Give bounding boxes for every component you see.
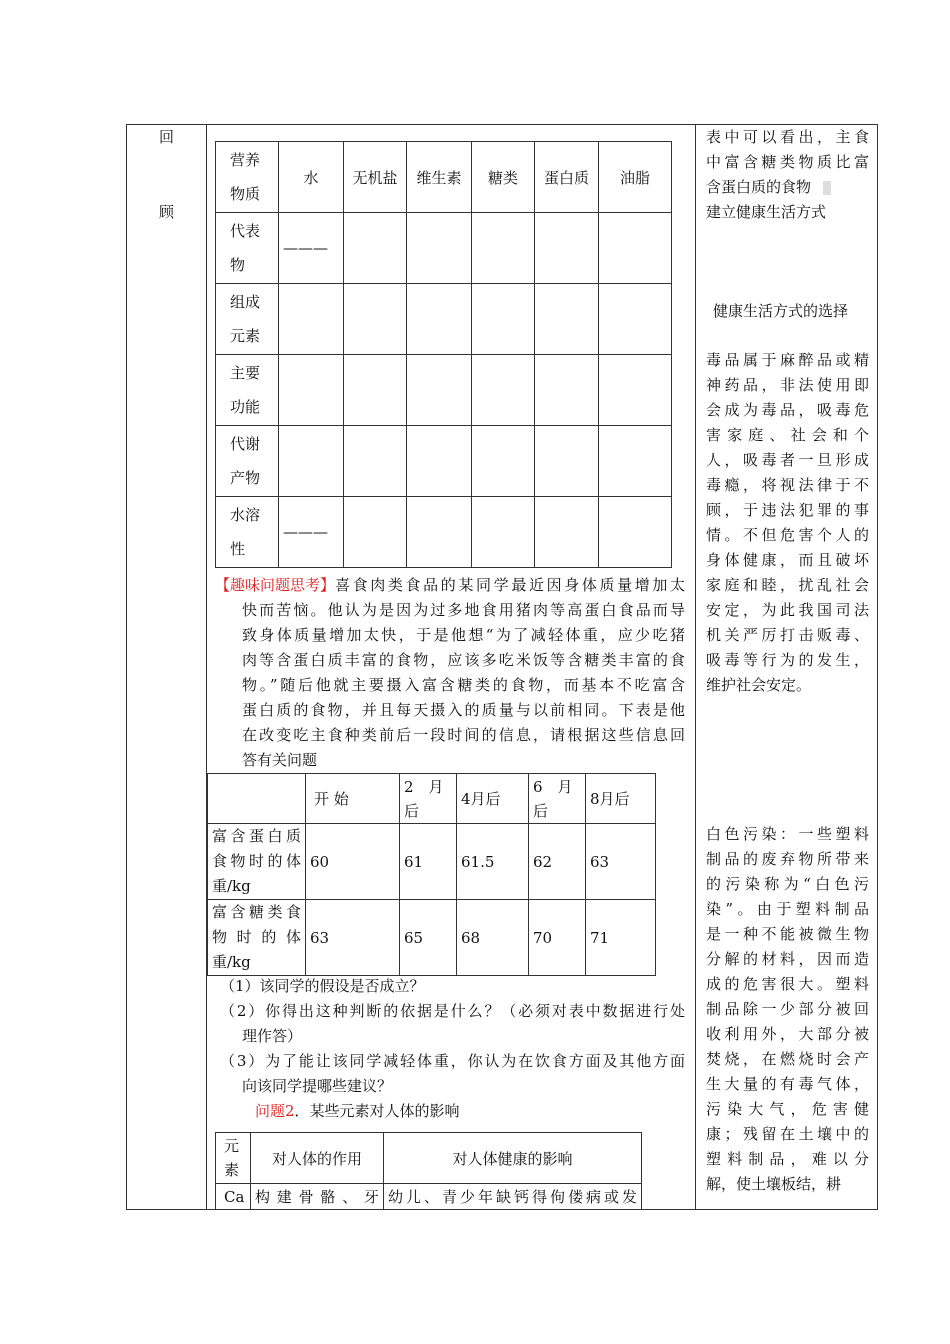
cell	[472, 213, 535, 284]
header-start: 开 始	[306, 774, 400, 824]
cell	[472, 426, 535, 497]
review-label-1: 回	[159, 128, 175, 146]
weight-cell: 63	[306, 900, 400, 976]
cell	[599, 426, 672, 497]
water-cell	[279, 284, 344, 355]
cell	[407, 355, 472, 426]
header-vitamins: 维生素	[407, 142, 472, 213]
note-line: 解，使土壤板结，耕	[706, 1175, 842, 1193]
weight-cell: 70	[529, 900, 586, 976]
cell	[535, 284, 599, 355]
question1-line: 答有关问题	[242, 751, 318, 769]
header-fats: 油脂	[599, 142, 672, 213]
question1-line: 致身体质量增加太快，于是他想“为了减轻体重，应少吃猪	[242, 626, 685, 644]
row-label: 代谢产物	[216, 426, 279, 497]
note-line: 身体健康，而且破坏	[706, 551, 869, 569]
note-line: 焚烧，在燃烧时会产	[706, 1050, 869, 1068]
header-role: 对人体的作用	[251, 1133, 384, 1184]
effect-cell: 幼儿、青少年缺钙得佝偻病或发	[384, 1184, 642, 1210]
nutrition-table	[215, 141, 672, 568]
cell	[407, 426, 472, 497]
weight-table	[207, 773, 656, 976]
note-line: 成的危害很大。塑料	[706, 975, 869, 993]
cell	[599, 355, 672, 426]
cell	[344, 355, 407, 426]
cell	[535, 355, 599, 426]
note-line: 神药品，非法使用即	[706, 376, 869, 394]
header-2months: 2 月后	[400, 774, 457, 824]
cell	[407, 284, 472, 355]
note-line: 中富含糖类物质比富	[706, 153, 869, 171]
row-label: 组成元素	[216, 284, 279, 355]
cursor-mark	[823, 181, 831, 195]
role-cell: 构建骨骼、牙	[251, 1184, 384, 1210]
header-health-effect: 对人体健康的影响	[384, 1133, 642, 1184]
note-line: 塑料制品，难以分	[706, 1150, 869, 1168]
question2-text: ．某些元素对人体的影响	[294, 1102, 460, 1120]
frame-left	[126, 124, 127, 1210]
header-8months: 8月后	[586, 774, 656, 824]
water-cell	[279, 426, 344, 497]
header-minerals: 无机盐	[344, 142, 407, 213]
row-label-protein: 富含蛋白质食物时的体重/kg	[208, 824, 306, 900]
sub-question-1: （1）该同学的假设是否成立？	[220, 977, 425, 995]
cell	[472, 497, 535, 568]
header-protein: 蛋白质	[535, 142, 599, 213]
cell	[472, 355, 535, 426]
question1-first-line	[215, 573, 685, 598]
question1-line: 蛋白质的食物，并且每天摄入的质量与以前相同。下表是他	[242, 701, 685, 719]
weight-cell: 60	[306, 824, 400, 900]
water-cell	[279, 355, 344, 426]
cell	[535, 497, 599, 568]
note-line: 人，吸毒者一旦形成	[706, 451, 869, 469]
cell	[407, 213, 472, 284]
cell	[344, 284, 407, 355]
cell	[407, 497, 472, 568]
note-line: 毒品属于麻醉品或精	[706, 351, 869, 369]
note-line: 生大量的有毒气体，	[706, 1075, 869, 1093]
weight-cell: 63	[586, 824, 656, 900]
note-line: 含蛋白质的食物	[706, 178, 812, 196]
sub-question-2-cont: 理作答）	[242, 1027, 303, 1045]
cell	[344, 426, 407, 497]
sub-question-3-cont: 向该同学提哪些建议？	[242, 1077, 393, 1095]
question1-line: 在改变吃主食种类前后一段时间的信息，请根据这些信息回	[242, 726, 685, 744]
cell	[472, 284, 535, 355]
sub-question-3: （3）为了能让该同学减轻体重，你认为在饮食方面及其他方面	[220, 1052, 685, 1070]
cell	[599, 213, 672, 284]
note-line: 的污染称为“白色污	[706, 875, 869, 893]
element-cell: Ca	[216, 1184, 251, 1210]
note-line: 吸毒等行为的发生，	[706, 651, 869, 669]
header-empty	[208, 774, 306, 824]
note-line: 机关严厉打击贩毒、	[706, 626, 869, 644]
note-line: 染”。由于塑料制品	[706, 900, 869, 918]
sub-question-2: （2）你得出这种判断的依据是什么？（必须对表中数据进行处	[220, 1002, 685, 1020]
note-line: 收利用外，大部分被	[706, 1025, 869, 1043]
row-label: 代表物	[216, 213, 279, 284]
question1-line: 肉等含蛋白质丰富的食物，应该多吃米饭等含糖类丰富的食	[242, 651, 685, 669]
frame-col2	[695, 124, 696, 1210]
note-line: 安定，为此我国司法	[706, 601, 869, 619]
note-line: 顾，于违法犯罪的事	[706, 501, 869, 519]
note-line: 建立健康生活方式	[706, 203, 827, 221]
row-label-sugar: 富含糖类食物时的体重/kg	[208, 900, 306, 976]
note-line: 白色污染：一些塑料	[706, 825, 869, 843]
cell	[599, 284, 672, 355]
note-line: 情。不但危害个人的	[706, 526, 869, 544]
header-element: 元素	[216, 1133, 251, 1184]
header-6months: 6 月后	[529, 774, 586, 824]
frame-right	[877, 124, 878, 1210]
water-cell: ———	[279, 213, 344, 284]
note-line: 康；残留在土壤中的	[706, 1125, 869, 1143]
header-sugars: 糖类	[472, 142, 535, 213]
note-line: 制品的废弃物所带来	[706, 850, 869, 868]
question2-heading	[255, 1099, 460, 1124]
frame-col1	[206, 124, 207, 1210]
note-line: 是一种不能被微生物	[706, 925, 869, 943]
weight-cell: 62	[529, 824, 586, 900]
water-cell: ———	[279, 497, 344, 568]
header-4months: 4月后	[457, 774, 529, 824]
review-label-2: 顾	[159, 203, 175, 221]
note-line: 制品除一少部分被回	[706, 1000, 869, 1018]
note-line: 会成为毒品，吸毒危	[706, 401, 869, 419]
row-label: 水溶性	[216, 497, 279, 568]
header-water: 水	[279, 142, 344, 213]
cell	[344, 213, 407, 284]
question1-line: 快而苦恼。他认为是因为过多地食用猪肉等高蛋白食品而导	[242, 601, 685, 619]
weight-cell: 71	[586, 900, 656, 976]
question1-line: 喜食肉类食品的某同学最近因身体质量增加太	[335, 576, 685, 594]
header-nutrient: 营养物质	[216, 142, 279, 213]
weight-cell: 68	[457, 900, 529, 976]
cell	[344, 497, 407, 568]
question1-tag: 【趣味问题思考】	[215, 576, 336, 594]
note-line: 家庭和睦，扰乱社会	[706, 576, 869, 594]
question2-tag: 问题2	[255, 1102, 295, 1120]
note-line: 毒瘾，将视法律于不	[706, 476, 869, 494]
note-line: 污染大气，危害健	[706, 1100, 869, 1118]
note-line: 表中可以看出，主食	[706, 128, 869, 146]
weight-cell: 65	[400, 900, 457, 976]
weight-cell: 61	[400, 824, 457, 900]
row-label: 主要功能	[216, 355, 279, 426]
element-table	[215, 1132, 642, 1210]
question1-line: 物。”随后他就主要摄入富含糖类的食物，而基本不吃富含	[242, 676, 685, 694]
note-line: 害家庭、社会和个	[706, 426, 869, 444]
weight-cell: 61.5	[457, 824, 529, 900]
cell	[535, 426, 599, 497]
health-heading: 健康生活方式的选择	[713, 302, 849, 320]
cell	[535, 213, 599, 284]
cell	[599, 497, 672, 568]
note-line: 分解的材料，因而造	[706, 950, 869, 968]
note-line: 维护社会安定。	[706, 676, 812, 694]
